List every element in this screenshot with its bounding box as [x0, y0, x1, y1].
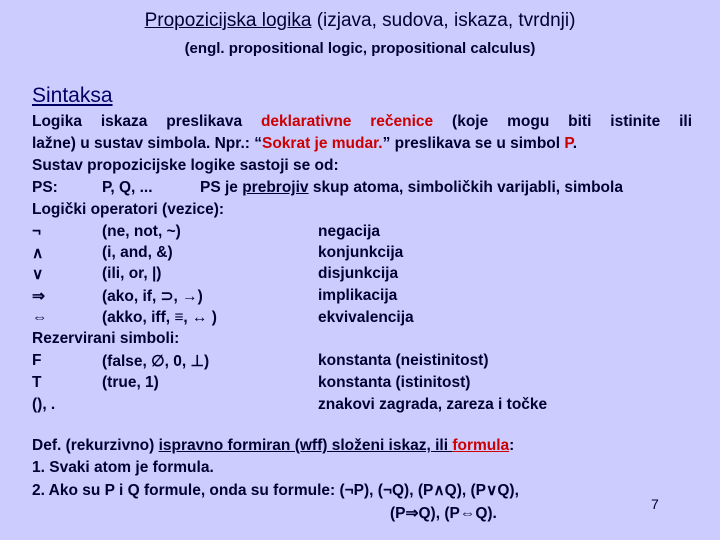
title-underlined: Propozicijska logika	[144, 10, 312, 31]
operators-heading: Logički operatori (vezice):	[32, 201, 225, 218]
definition-line	[32, 437, 514, 455]
definition-text: :	[509, 437, 515, 454]
reserved-meaning: konstanta (istinitost)	[318, 374, 471, 391]
operator-meaning: disjunkcija	[318, 265, 399, 282]
ps-label: PS:	[32, 179, 58, 196]
operator-meaning: negacija	[318, 223, 381, 240]
operator-aliases: (ako, if, ⊃, →)	[102, 288, 203, 305]
slide-title	[0, 10, 720, 32]
ps-desc-text: skup atoma, simboličkih varijabli, simbola	[308, 179, 623, 196]
intro-text: .	[572, 135, 578, 152]
operator-symbol: ⇔	[32, 309, 48, 326]
section-heading: Sintaksa	[32, 84, 113, 107]
operator-meaning: ekvivalencija	[318, 309, 414, 326]
slide-subtitle: (engl. propositional logic, propositional calculus)	[184, 40, 536, 57]
intro-line-2	[32, 135, 577, 153]
operator-aliases: (akko, iff, ≡, ↔ )	[102, 309, 217, 326]
highlight-symbol: P	[564, 135, 573, 152]
operator-aliases: (ili, or, |)	[102, 265, 162, 282]
operator-meaning: konjunkcija	[318, 244, 404, 261]
intro-text: Logika iskaza preslikava	[32, 113, 261, 130]
operator-aliases: (i, and, &)	[102, 244, 173, 261]
definition-rule-2-cont: (P⇒Q), (P⇔Q).	[390, 505, 497, 522]
intro-text: lažne) u sustav simbola. Npr.: “	[32, 135, 262, 152]
page-number: 7	[651, 496, 659, 512]
ps-symbols: P, Q, ...	[102, 179, 153, 196]
reserved-meaning: znakovi zagrada, zareza i točke	[318, 396, 548, 413]
intro-line-3: Sustav propozicijske logike sastoji se od:	[32, 157, 339, 174]
title-rest: (izjava, sudova, iskaza, tvrdnji)	[311, 10, 576, 31]
ps-description	[200, 179, 623, 197]
reserved-aliases: (true, 1)	[102, 374, 159, 391]
definition-rule-1: 1. Svaki atom je formula.	[32, 459, 214, 476]
ps-desc-underlined: prebrojiv	[242, 179, 309, 196]
reserved-symbol: (), .	[32, 396, 56, 413]
definition-underlined: ispravno formiran (wff) složeni iskaz, ili	[158, 437, 453, 454]
operator-aliases: (ne, not, ~)	[102, 223, 181, 240]
highlight-declarative: deklarativne rečenice	[260, 113, 434, 130]
intro-text: (koje mogu biti istinite ili	[433, 113, 692, 130]
reserved-meaning: konstanta (neistinitost)	[318, 352, 489, 369]
definition-rule-2: 2. Ako su P i Q formule, onda su formule: (¬P), (¬Q), (P∧Q), (P∨Q),	[32, 482, 519, 499]
operator-symbol: ∧	[32, 245, 44, 262]
definition-formula: formula	[452, 437, 510, 454]
intro-text: ” preslikava se u simbol	[382, 135, 565, 152]
intro-line-1	[32, 113, 692, 131]
definition-text: Def. (rekurzivno)	[32, 437, 159, 454]
reserved-symbol: T	[32, 374, 42, 391]
operator-symbol: ∨	[32, 266, 44, 283]
operator-symbol: ⇒	[32, 288, 45, 305]
reserved-symbol: F	[32, 352, 42, 369]
reserved-aliases: (false, ∅, 0, ⊥)	[102, 353, 210, 370]
reserved-heading: Rezervirani simboli:	[32, 330, 180, 347]
highlight-example: Sokrat je mudar.	[261, 135, 383, 152]
operator-symbol: ¬	[32, 223, 42, 240]
operator-meaning: implikacija	[318, 287, 398, 304]
ps-desc-text: PS je	[200, 179, 243, 196]
